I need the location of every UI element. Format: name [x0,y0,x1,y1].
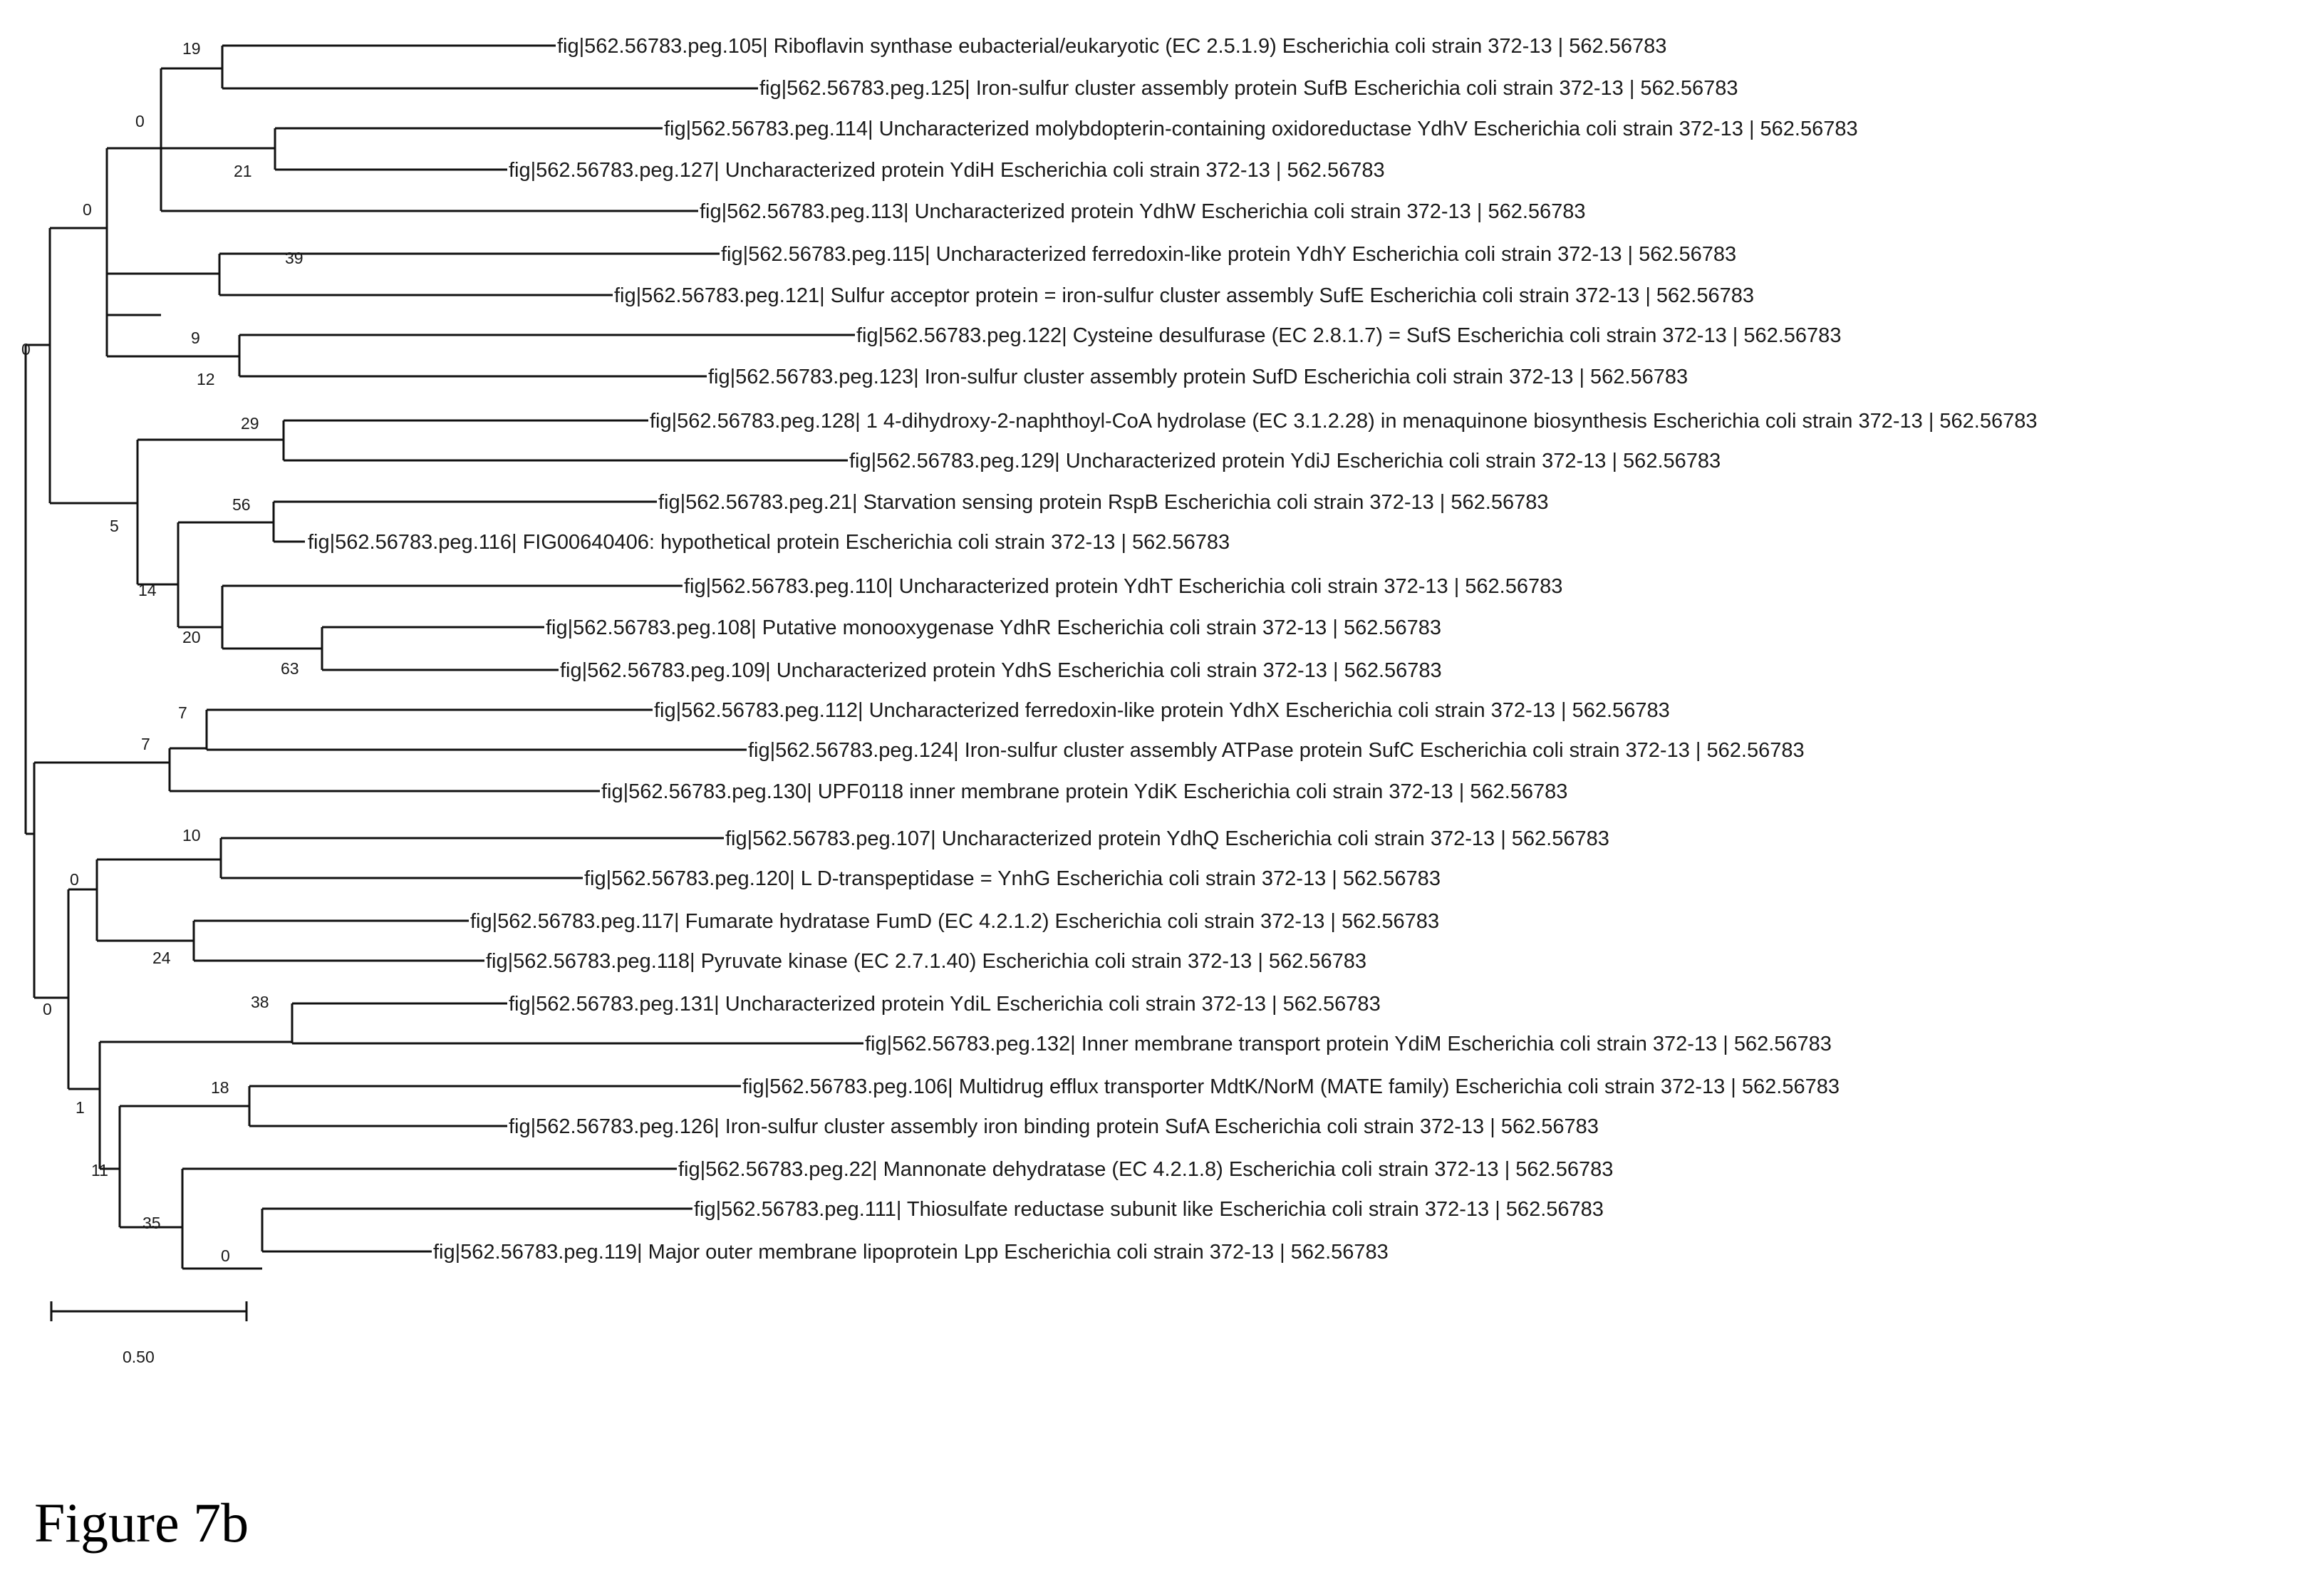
bootstrap-value: 39 [285,249,304,267]
leaf-label: fig|562.56783.peg.106| Multidrug efflux transporter MdtK/NorM (MATE family) Escherichia coli strain 372-13 | 562.56783 [742,1075,1840,1098]
leaf-label: fig|562.56783.peg.122| Cysteine desulfurase (EC 2.8.1.7) = SufS Escherichia coli strain 372-13 | 562.56783 [856,324,1842,347]
bootstrap-value: 11 [91,1161,108,1179]
leaf-label: fig|562.56783.peg.126| Iron-sulfur cluster assembly iron binding protein SufA Escherichia coli strain 372-13 | 562.56783 [509,1115,1599,1138]
scale-bar [51,1301,247,1366]
leaf-label: fig|562.56783.peg.109| Uncharacterized protein YdhS Escherichia coli strain 372-13 | 562.56783 [560,659,1442,682]
bootstrap-value: 1 [76,1098,85,1117]
bootstrap-value: 9 [191,329,200,347]
bootstrap-value: 7 [178,703,187,722]
leaf-label: fig|562.56783.peg.22| Mannonate dehydratase (EC 4.2.1.8) Escherichia coli strain 372-13 | 562.56783 [678,1158,1614,1181]
leaf-label: fig|562.56783.peg.115| Uncharacterized ferredoxin-like protein YdhY Escherichia coli strain 372-13 | 562.56783 [721,243,1737,266]
bootstrap-value: 0 [83,200,92,219]
leaf-label: fig|562.56783.peg.128| 1 4-dihydroxy-2-naphthoyl-CoA hydrolase (EC 3.1.2.28) in menaquinone biosynthesis Escherichia coli strain 372-13 | 562.56783 [650,410,2038,433]
bootstrap-value: 0 [135,112,145,130]
bootstrap-value: 10 [182,826,201,845]
leaf-label: fig|562.56783.peg.127| Uncharacterized protein YdiH Escherichia coli strain 372-13 | 562.56783 [509,159,1385,182]
leaf-label: fig|562.56783.peg.123| Iron-sulfur cluster assembly protein SufD Escherichia coli strain 372-13 | 562.56783 [708,366,1688,388]
bootstrap-value: 0 [43,1000,52,1018]
leaf-label: fig|562.56783.peg.124| Iron-sulfur cluster assembly ATPase protein SufC Escherichia coli strain 372-13 | 562.56783 [748,739,1805,762]
leaf-label: fig|562.56783.peg.110| Uncharacterized protein YdhT Escherichia coli strain 372-13 | 562.56783 [684,575,1563,598]
leaf-label: fig|562.56783.peg.130| UPF0118 inner membrane protein YdiK Escherichia coli strain 372-13 | 562.56783 [601,780,1568,803]
bootstrap-value: 0 [70,870,79,889]
bootstrap-value: 5 [110,517,119,535]
bootstrap-value: 35 [142,1214,161,1232]
leaf-labels [308,35,2038,1264]
leaf-label: fig|562.56783.peg.105| Riboflavin synthase eubacterial/eukaryotic (EC 2.5.1.9) Escherichia coli strain 372-13 | 562.56783 [557,35,1667,58]
bootstrap-value: 21 [234,162,252,180]
leaf-label: fig|562.56783.peg.129| Uncharacterized protein YdiJ Escherichia coli strain 372-13 | 562.56783 [849,450,1721,472]
scale-bar-label: 0.50 [123,1348,155,1366]
leaf-label: fig|562.56783.peg.113| Uncharacterized protein YdhW Escherichia coli strain 372-13 | 562.56783 [700,200,1586,223]
bootstrap-value: 63 [281,659,299,678]
bootstrap-values [21,39,304,1265]
bootstrap-value: 19 [182,39,201,58]
leaf-label: fig|562.56783.peg.131| Uncharacterized protein YdiL Escherichia coli strain 372-13 | 562.56783 [509,993,1381,1016]
bootstrap-value: 18 [211,1078,229,1097]
figure-caption: Figure 7b [34,1492,249,1554]
bootstrap-value: 56 [232,495,251,514]
leaf-label: fig|562.56783.peg.120| L D-transpeptidase = YnhG Escherichia coli strain 372-13 | 562.56783 [584,867,1441,890]
bootstrap-value: 29 [241,414,259,433]
bootstrap-value: 0 [21,340,31,358]
leaf-label: fig|562.56783.peg.118| Pyruvate kinase (EC 2.7.1.40) Escherichia coli strain 372-13 | 562.56783 [486,950,1367,973]
leaf-label: fig|562.56783.peg.112| Uncharacterized ferredoxin-like protein YdhX Escherichia coli strain 372-13 | 562.56783 [654,699,1670,722]
leaf-label: fig|562.56783.peg.21| Starvation sensing protein RspB Escherichia coli strain 372-13 | 562.56783 [658,491,1549,514]
leaf-label: fig|562.56783.peg.119| Major outer membrane lipoprotein Lpp Escherichia coli strain 372-13 | 562.56783 [433,1241,1389,1264]
leaf-label: fig|562.56783.peg.117| Fumarate hydratase FumD (EC 4.2.1.2) Escherichia coli strain 372-13 | 562.56783 [470,910,1440,933]
bootstrap-value: 24 [152,949,171,967]
leaf-label: fig|562.56783.peg.132| Inner membrane transport protein YdiM Escherichia coli strain 372-13 | 562.56783 [865,1033,1832,1055]
bootstrap-value: 7 [141,735,150,753]
leaf-label: fig|562.56783.peg.125| Iron-sulfur cluster assembly protein SufB Escherichia coli strain 372-13 | 562.56783 [759,77,1738,100]
leaf-label: fig|562.56783.peg.108| Putative monooxygenase YdhR Escherichia coli strain 372-13 | 562.56783 [546,616,1442,639]
bootstrap-value: 38 [251,993,269,1011]
leaf-label: fig|562.56783.peg.107| Uncharacterized protein YdhQ Escherichia coli strain 372-13 | 562.56783 [725,827,1609,850]
tree-branches [26,46,863,1269]
bootstrap-value: 20 [182,628,201,646]
leaf-label: fig|562.56783.peg.121| Sulfur acceptor protein = iron-sulfur cluster assembly SufE Escherichia coli strain 372-13 | 562.56783 [614,284,1754,307]
bootstrap-value: 0 [221,1246,230,1265]
scale-bar-line [51,1301,247,1321]
leaf-label: fig|562.56783.peg.111| Thiosulfate reductase subunit like Escherichia coli strain 372-13 | 562.56783 [694,1198,1604,1221]
bootstrap-value: 14 [138,581,157,599]
leaf-label: fig|562.56783.peg.116| FIG00640406: hypothetical protein Escherichia coli strain 372-13 | 562.56783 [308,531,1230,554]
leaf-label: fig|562.56783.peg.114| Uncharacterized molybdopterin-containing oxidoreductase YdhV Escherichia coli strain 372-13 | 562.56783 [664,118,1858,140]
bootstrap-value: 12 [197,370,215,388]
